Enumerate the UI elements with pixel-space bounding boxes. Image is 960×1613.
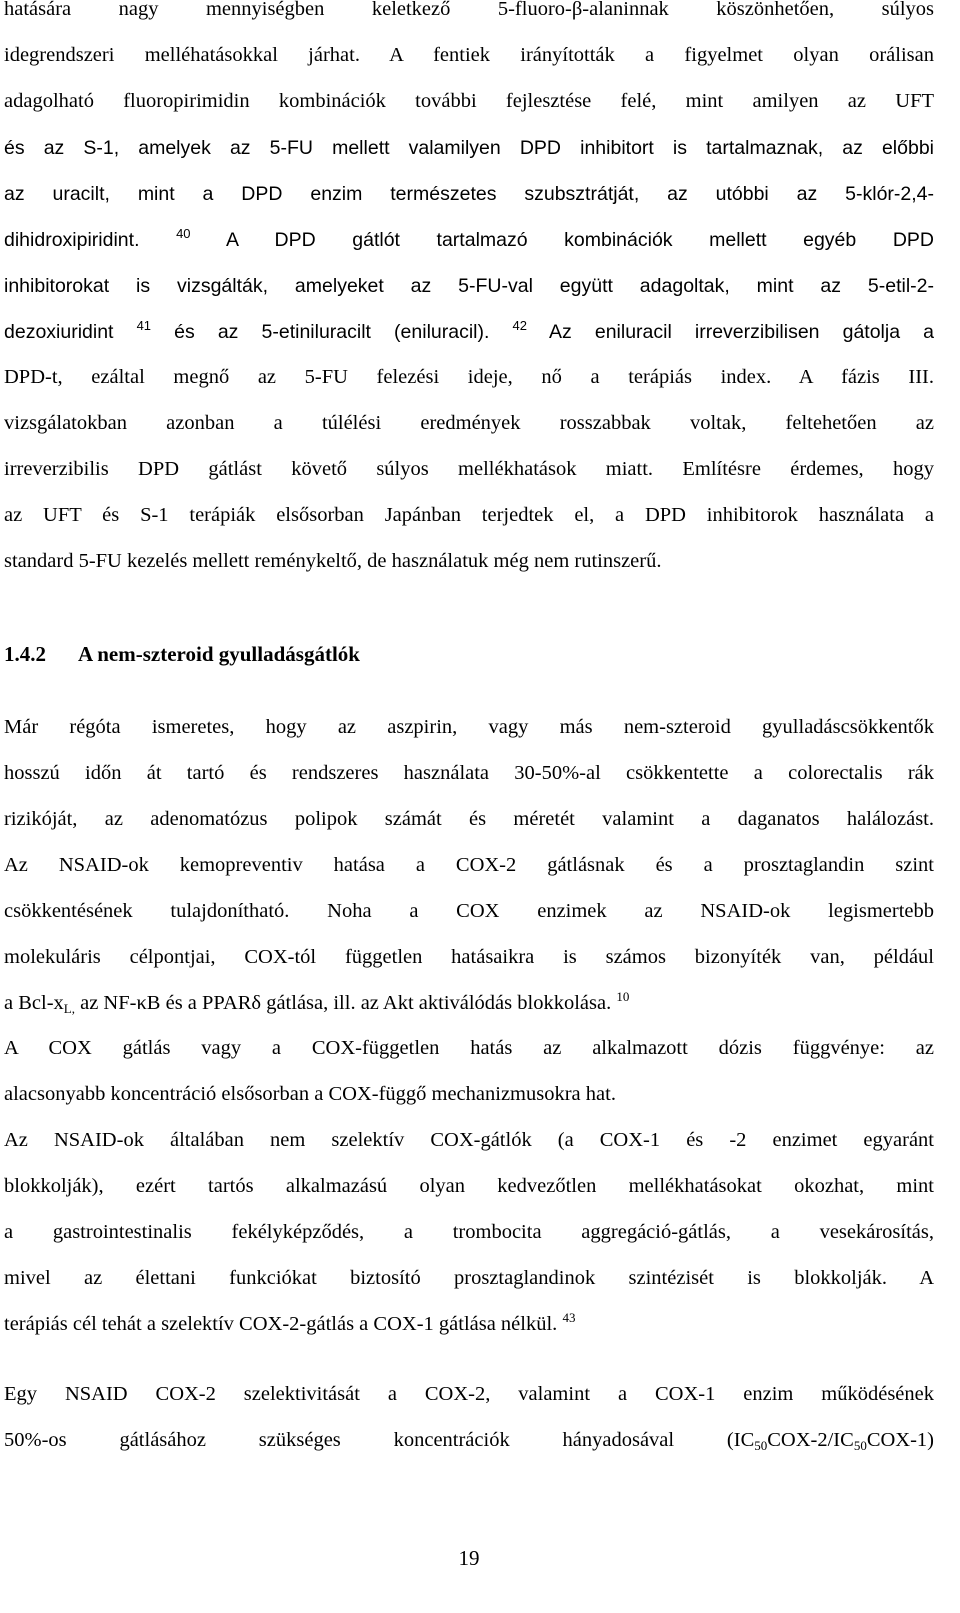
text-line: vizsgálatokban azonban a túlélési eredmények rosszabbak voltak, feltehetően az [4, 412, 934, 434]
citation-superscript: 10 [616, 989, 630, 1004]
text-line: az UFT és S-1 terápiák elsősorban Japánban terjedtek el, a DPD inhibitorok használata a [4, 504, 934, 526]
text-line: inhibitorokat is vizsgálták, amelyeket az 5-FU-val együtt adagoltak, mint az 5-etil-2- [4, 275, 934, 297]
text-span: és az 5-etiniluracilt (eniluracil). [151, 321, 490, 343]
text-span: 50%-os gátlásához szükséges koncentrációk hányadosával (IC [4, 1429, 755, 1451]
text-span: Az eniluracil irreverzibilisen gátolja a [526, 321, 934, 343]
text-line: idegrendszeri melléhatásokkal járhat. A fentiek irányították a figyelmet olyan orálisan [4, 44, 934, 66]
text-line: A COX gátlás vagy a COX-független hatás az alkalmazott dózis függvénye: az [4, 1037, 934, 1059]
text-span: COX-2/IC [767, 1429, 854, 1451]
text-line: Az NSAID-ok kemopreventiv hatása a COX-2 gátlásnak és a prosztaglandin szint [4, 854, 934, 876]
text-span: COX-1) [866, 1429, 934, 1451]
text-line: Már régóta ismeretes, hogy az aszpirin, vagy más nem-szteroid gyulladáscsökkentők [4, 716, 934, 738]
text-span: irreverzibilis DPD gátlást követő súlyos mellékhatások miatt. [4, 458, 654, 480]
text-line: hatására nagy mennyiségben keletkező 5-fluoro-β-alaninnak köszönhetően, súlyos [4, 0, 934, 20]
text-line: mivel az élettani funkciókat biztosító prosztaglandinok szintézisét is blokkolják. A [4, 1267, 934, 1289]
text-line [4, 989, 934, 1017]
text-span: dihidroxipiridint. [4, 229, 140, 251]
citation-superscript: 43 [562, 1310, 576, 1325]
text-span: A DPD gátlót tartalmazó kombinációk mellett egyéb DPD [190, 229, 934, 251]
text-line [4, 455, 934, 483]
text-line [4, 226, 934, 254]
section-title: A nem-szteroid gyulladásgátlók [78, 642, 360, 666]
text-line: molekuláris célpontjai, COX-tól független hatásaikra is számos bizonyíték van, például [4, 946, 934, 968]
text-line: a gastrointestinalis fekélyképződés, a trombocita aggregáció-gátlás, a vesekárosítás, [4, 1221, 934, 1243]
text-line: blokkolják), ezért tartós alkalmazású olyan kedvezőtlen mellékhatásokat okozhat, mint [4, 1175, 934, 1197]
citation-superscript: 42 [512, 318, 527, 333]
section-heading [4, 640, 360, 668]
text-line [4, 1426, 934, 1454]
citation-superscript: 41 [136, 318, 152, 333]
text-line [4, 897, 934, 925]
text-line: hosszú időn át tartó és rendszeres használata 30-50%-al csökkentette a colorectalis rák [4, 762, 934, 784]
text-line: adagolható fluoropirimidin kombinációk további fejlesztése felé, mint amilyen az UFT [4, 90, 934, 112]
text-span: az NF-κB és a PPARδ gátlása, ill. az Akt aktiválódás blokkolása. [74, 992, 612, 1014]
text-line: DPD-t, ezáltal megnő az 5-FU felezési ideje, nő a terápiás index. A fázis III. [4, 366, 934, 388]
text-line: Egy NSAID COX-2 szelektivitását a COX-2, valamint a COX-1 enzim működésének [4, 1383, 934, 1405]
text-span: terápiás cél tehát a szelektív COX-2-gátlás a COX-1 gátlása nélkül. [4, 1313, 558, 1335]
subscript: 50 [754, 1438, 768, 1453]
text-line: standard 5-FU kezelés mellett reménykeltő, de használatuk még nem rutinszerű. [4, 550, 662, 572]
text-span: csökkentésének tulajdonítható. [4, 900, 290, 922]
text-span: dezoxiuridint [4, 321, 114, 343]
citation-superscript: 40 [176, 226, 191, 241]
text-span: Noha a COX enzimek az NSAID-ok legismertebb [289, 900, 934, 922]
text-line: Az NSAID-ok általában nem szelektív COX-gátlók (a COX-1 és -2 enzimet egyaránt [4, 1129, 934, 1151]
text-line [4, 1310, 934, 1338]
text-line [4, 318, 934, 346]
text-line: alacsonyabb koncentráció elsősorban a COX-függő mechanizmusokra hat. [4, 1083, 616, 1105]
section-number: 1.4.2 [4, 642, 46, 666]
text-span: a Bcl-x [4, 992, 64, 1014]
text-line: az uracilt, mint a DPD enzim természetes szubsztrátját, az utóbbi az 5-klór-2,4- [4, 183, 934, 205]
page-number: 19 [458, 1546, 480, 1570]
subscript: L, [63, 1001, 75, 1016]
text-line: rizikóját, az adenomatózus polipok számát és méretét valamint a daganatos halálozást. [4, 808, 934, 830]
subscript: 50 [853, 1438, 867, 1453]
text-span: Említésre érdemes, hogy [653, 458, 934, 480]
text-line: és az S-1, amelyek az 5-FU mellett valamilyen DPD inhibitort is tartalmaznak, az előbbi [4, 137, 934, 159]
